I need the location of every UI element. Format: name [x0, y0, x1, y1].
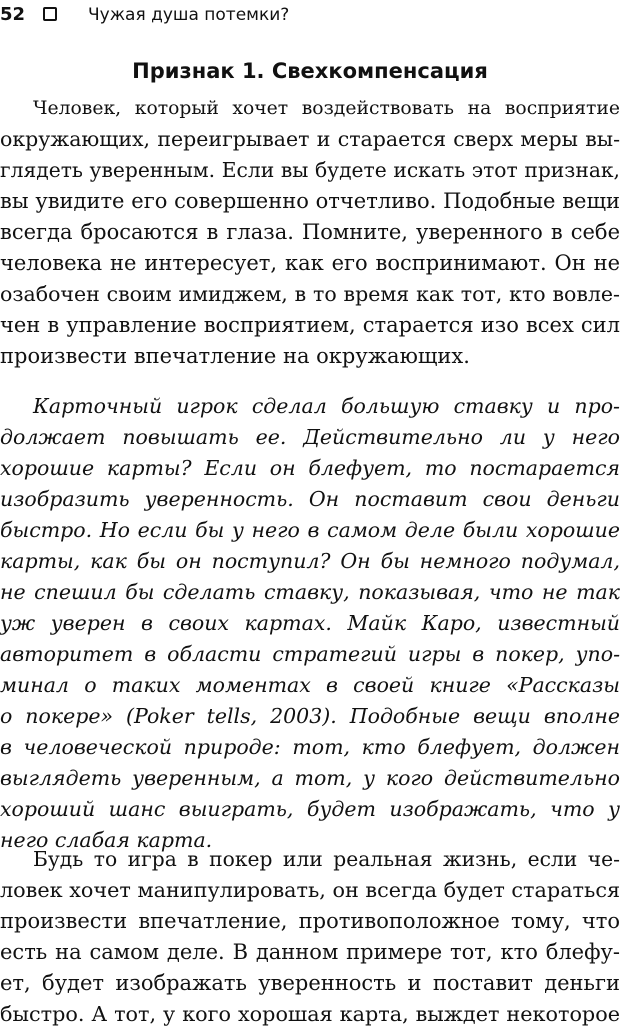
text-line: есть на самом деле. В данном примере тот, кто блефу- [0, 940, 620, 964]
text-line: Карточный игрок сделал большую ставку и про- [33, 394, 620, 418]
text-line: произвести впечатление, противоположное тому, что [0, 909, 620, 933]
section-heading: Признак 1. Свехкомпенсация [132, 59, 488, 83]
text-line: озабочен своим имиджем, в то время как тот, кто вовле- [0, 282, 620, 306]
text-line: глядеть уверенным. Если вы будете искать этот признак, [0, 158, 620, 182]
page-number: 52 [0, 4, 26, 25]
text-line: изобразить уверенность. Он поставит свои деньги [0, 487, 620, 511]
book-title: Чужая душа потемки? [88, 5, 290, 25]
text-line: Будь то игра в покер или реальная жизнь, если че- [33, 847, 620, 871]
paragraph-poker-example [0, 391, 620, 856]
text-line: ет, будет изображать уверенность и поставит деньги [0, 971, 620, 995]
text-line: чен в управление восприятием, старается изо всех сил [0, 313, 620, 337]
text-line: быстро. А тот, у кого хорошая карта, выждет некоторое [0, 1002, 620, 1026]
text-line: выглядеть уверенным, а тот, у кого действительно [0, 766, 620, 790]
text-line: ловек хочет манипулировать, он всегда будет стараться [0, 878, 620, 902]
running-header [0, 0, 620, 30]
text-line: авторитет в области стратегий игры в покер, упо- [0, 642, 620, 666]
text-line: о покере» (Poker tells, 2003). Подобные вещи вполне [0, 704, 620, 728]
paragraph-conclusion [0, 844, 620, 1030]
text-line: произвести впечатление на окружающих. [0, 344, 470, 368]
text-line: Человек, который хочет воздействовать на восприятие [33, 98, 620, 119]
text-line: всегда бросаются в глаза. Помните, уверенного в себе [0, 220, 620, 244]
text-line: вы увидите его совершенно отчетливо. Подобные вещи [0, 189, 620, 213]
text-line: хороший шанс выиграть, будет изображать, что у [0, 797, 620, 821]
text-line: окружающих, переигрывает и старается сверх меры вы- [0, 127, 620, 151]
text-line: уж уверен в своих картах. Майк Каро, известный [0, 611, 620, 635]
text-line: быстро. Но если бы у него в самом деле были хорошие [0, 518, 620, 542]
checkbox-icon [43, 7, 57, 21]
text-line: в человеческой природе: тот, кто блефует, должен [0, 735, 620, 759]
text-line: минал о таких моментах в своей книге «Рассказы [0, 673, 620, 697]
text-line: человека не интересует, как его воспринимают. Он не [0, 251, 620, 275]
paragraph-intro [0, 93, 620, 372]
text-line: должает повышать ее. Действительно ли у него [0, 425, 620, 449]
text-line: хорошие карты? Если он блефует, то постарается [0, 456, 620, 480]
text-line: карты, как бы он поступил? Он бы немного подумал, [0, 549, 620, 573]
text-line: него слабая карта. [0, 828, 213, 852]
text-line: не спешил бы сделать ставку, показывая, что не так [0, 580, 620, 604]
